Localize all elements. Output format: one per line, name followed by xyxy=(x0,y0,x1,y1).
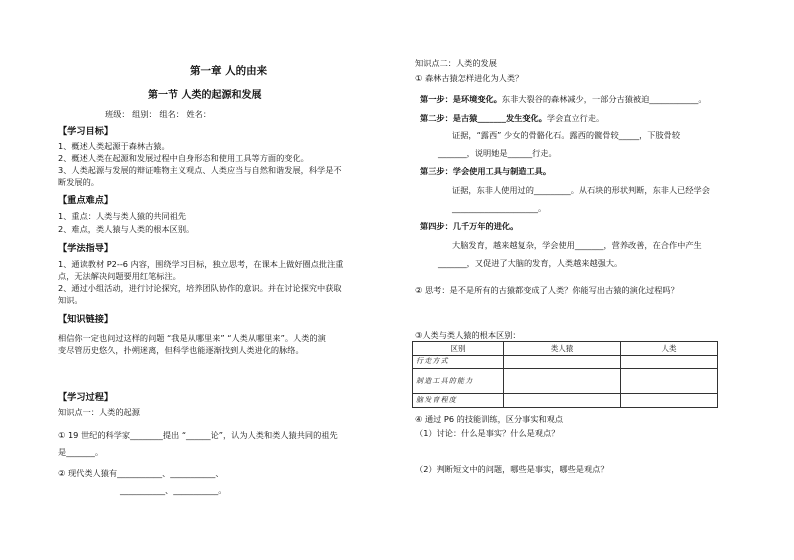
table-cell-empty[interactable] xyxy=(504,394,621,408)
table-row-label: 制造工具的能力 xyxy=(413,369,504,394)
table-cell-empty[interactable] xyxy=(621,394,718,408)
table-cell-empty[interactable] xyxy=(621,355,718,369)
class-info-line: 班级： 组别： 组名： 姓名： xyxy=(105,109,212,119)
question-2: ② 思考：是不是所有的古猿都变成了人类？你能写出古猿的演化过程吗？ xyxy=(415,285,679,295)
method-item: 2、通过小组活动，进行讨论探究，培养团队协作的意识。并在讨论探究中获取 xyxy=(58,283,342,293)
point2-title: 知识点二：人类的发展 xyxy=(415,58,497,68)
table-header-cell: 区别 xyxy=(413,342,504,356)
question-1: ① 森林古猿怎样进化为人类？ xyxy=(415,73,524,83)
question-4: ④ 通过 P6 的技能训练，区分事实和观点 xyxy=(415,414,564,424)
key-point-item: 1、重点：人类与类人猿的共同祖先 xyxy=(58,211,187,221)
goal-item: 断发展的。 xyxy=(58,177,99,187)
table-header-cell: 类人猿 xyxy=(504,342,621,356)
table-row xyxy=(413,394,718,408)
table-header-cell: 人类 xyxy=(621,342,718,356)
section-title: 第一节 人类的起源和发展 xyxy=(148,90,262,101)
link-text: 相信你一定也问过这样的问题 “我是从哪里来” “人类从哪里来”。人类的演 xyxy=(58,333,326,343)
table-cell-empty[interactable] xyxy=(504,369,621,394)
step-1-label: 第一步：是环境变化。 xyxy=(420,94,502,104)
method-heading: 【学法指导】 xyxy=(58,243,114,254)
goal-item: 3、人类起源与发展的辩证唯物主义观点、人类应当与自然和谐发展，科学是不 xyxy=(58,165,342,175)
method-item: 知识。 xyxy=(58,295,83,305)
step-3-evidence: 证据，东非人使用过的_________。从石块的形状判断，东非人已经学会 xyxy=(452,185,710,195)
table-row xyxy=(413,369,718,394)
step-2-evidence: _______，说明她是______行走。 xyxy=(438,148,557,158)
goals-heading: 【学习目标】 xyxy=(58,126,114,137)
point1-title: 知识点一：人类的起源 xyxy=(58,407,140,417)
comparison-table xyxy=(412,341,718,408)
step-2-evidence: 证据，“露西” 少女的骨骼化石。露西的髋骨较_____，下肢骨较 xyxy=(452,130,681,140)
key-points-heading: 【重点难点】 xyxy=(58,195,114,206)
step-3-evidence: _____________________。 xyxy=(452,203,547,213)
process-heading: 【学习过程】 xyxy=(58,392,114,403)
question-3: ③人类与类人猿的根本区别： xyxy=(415,330,521,340)
link-text: 变尽管历史悠久，扑朔迷离，但科学也能逐渐找到人类进化的脉络。 xyxy=(58,345,304,355)
question-2-line: ② 现代类人猿有___________、___________、 xyxy=(58,468,224,478)
step-4-text: 大脑发育，越来越复杂，学会使用_______，营养改善，在合作中产生 xyxy=(452,240,702,250)
question-1-line: 是_______。 xyxy=(58,447,104,457)
goal-item: 2、概述人类在起源和发展过程中自身形态和使用工具等方面的变化。 xyxy=(58,153,309,163)
table-row-label: 行走方式 xyxy=(413,355,504,369)
table-header-row xyxy=(413,342,718,356)
question-2-line: ___________、___________。 xyxy=(120,485,227,495)
link-heading: 【知识链接】 xyxy=(58,314,114,325)
chapter-title: 第一章 人的由来 xyxy=(190,65,268,77)
table-row-label: 脑发育程度 xyxy=(413,394,504,408)
table-row xyxy=(413,355,718,369)
goal-item: 1、概述人类起源于森林古猿。 xyxy=(58,141,170,151)
step-1-text: 东非大裂谷的森林减少，一部分古猿被迫____________。 xyxy=(501,94,707,104)
question-4-sub: （1）讨论：什么是事实？什么是观点？ xyxy=(415,428,560,438)
table-cell-empty[interactable] xyxy=(621,369,718,394)
step-4-text: _______，又促进了大脑的发育，人类越来越强大。 xyxy=(438,258,623,268)
method-item: 1、通读教材 P2--6 内容，围绕学习目标，独立思考，在课本上做好圈点批注重 xyxy=(58,259,344,269)
step-2 xyxy=(420,113,604,124)
table-cell-empty[interactable] xyxy=(504,355,621,369)
step-1 xyxy=(420,94,707,105)
question-1-line: ① 19 世纪的科学家________提出 “______论”，认为人类和类人猿共同的祖先 xyxy=(58,430,338,440)
method-item: 点，无法解决问题要用红笔标注。 xyxy=(58,271,181,281)
step-3-label: 第三步：学会使用工具与制造工具。 xyxy=(420,166,552,176)
key-point-item: 2、难点，类人猿与人类的根本区别。 xyxy=(58,224,195,234)
question-4-sub: （2）判断短文中的问题，哪些是事实，哪些是观点？ xyxy=(415,464,609,474)
step-2-text: 学会直立行走。 xyxy=(546,113,605,123)
step-4-label: 第四步：几千万年的进化。 xyxy=(420,221,519,231)
step-2-label: 第二步：是古猿_______发生变化。 xyxy=(420,113,547,123)
